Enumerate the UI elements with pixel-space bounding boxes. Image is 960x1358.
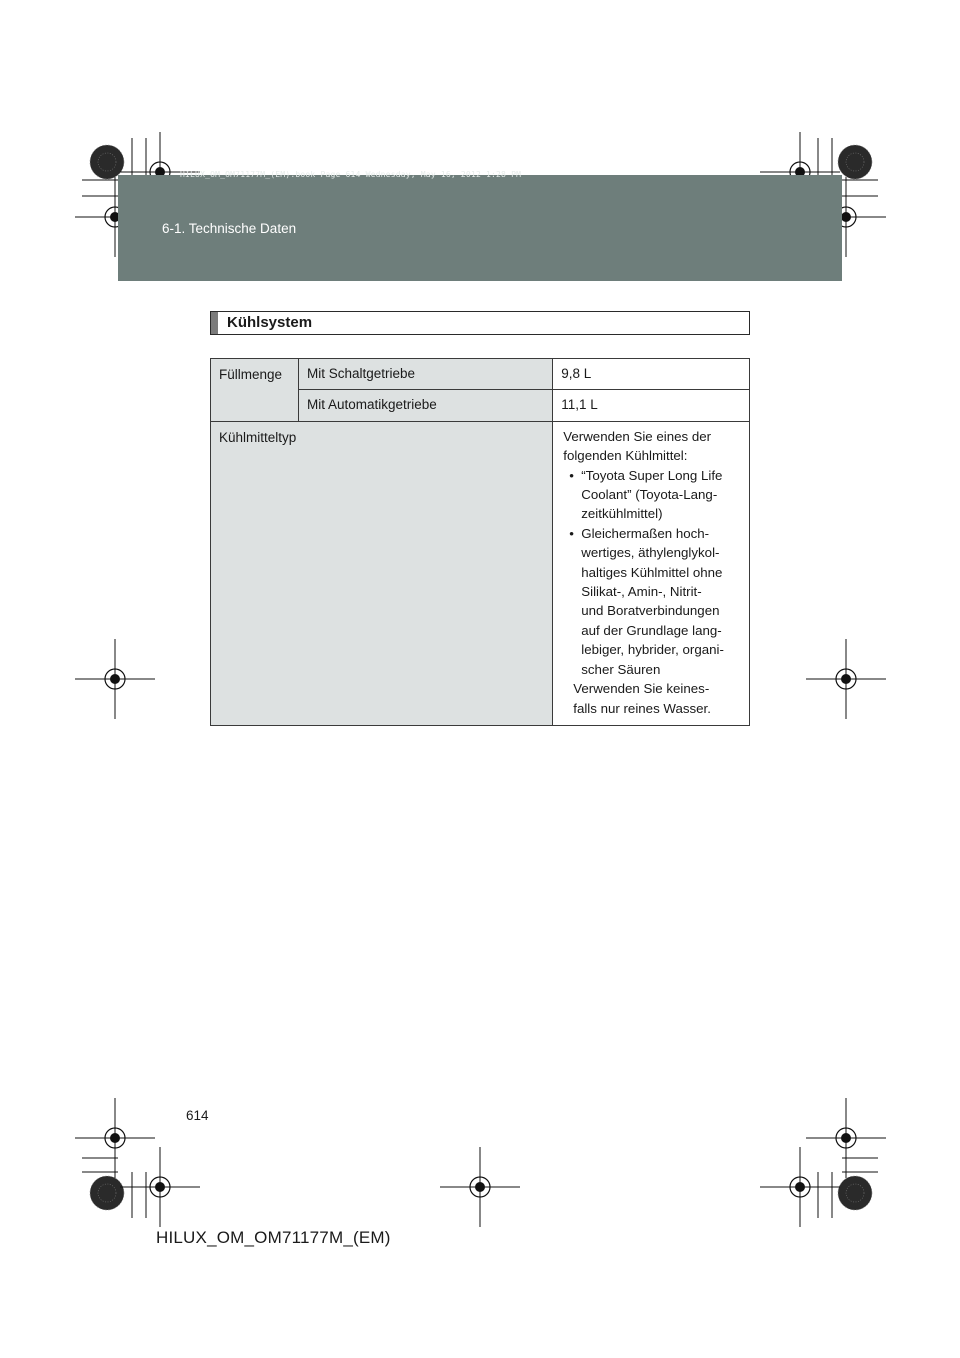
- coolant-list: [563, 466, 743, 679]
- list-item: • “Toyota Super Long Life Coolant” (Toyota-Lang- zeitkühlmittel): [563, 466, 743, 524]
- transmission-type-cell: Mit Schaltgetriebe: [298, 359, 552, 390]
- coolant-note: falls nur reines Wasser.: [573, 700, 711, 716]
- chapter-title: 6-1. Technische Daten: [162, 221, 297, 236]
- coolant-type-label: Kühlmitteltyp: [211, 421, 553, 725]
- section-title: Kühlsystem: [227, 314, 313, 331]
- coolant-note: Verwenden Sie keines-: [573, 681, 710, 697]
- capacity-value-cell: 9,8 L: [553, 359, 750, 390]
- document-code: HILUX_OM_OM71177M_(EM): [156, 1228, 391, 1247]
- section-marker: [211, 312, 218, 334]
- coolant-intro: folgenden Kühlmittel:: [563, 448, 688, 464]
- transmission-type-cell: Mit Automatikgetriebe: [298, 390, 552, 421]
- fill-quantity-label: Füllmenge: [211, 359, 299, 422]
- coolant-spec-table: [210, 358, 750, 726]
- book-info-line: HILUX_OM_OM71177M_(EM).book Page 614 Wednesday, May 16, 2012 1:28 PM: [180, 170, 522, 179]
- table-row: [211, 421, 750, 725]
- coolant-intro: Verwenden Sie eines der: [563, 428, 712, 444]
- coolant-type-value: [553, 421, 750, 725]
- capacity-value-cell: 11,1 L: [553, 390, 750, 421]
- list-item: • Gleichermaßen hoch- wertiges, äthylenglykol- haltiges Kühlmittel ohne Silikat-, Amin-, Nitrit- und Boratverbindungen auf der Grundlage lang- lebiger, hybrider, organi- scher Säuren: [563, 524, 743, 679]
- table-row: [211, 359, 750, 390]
- section-heading: [210, 311, 750, 335]
- page-number: 614: [186, 1108, 209, 1123]
